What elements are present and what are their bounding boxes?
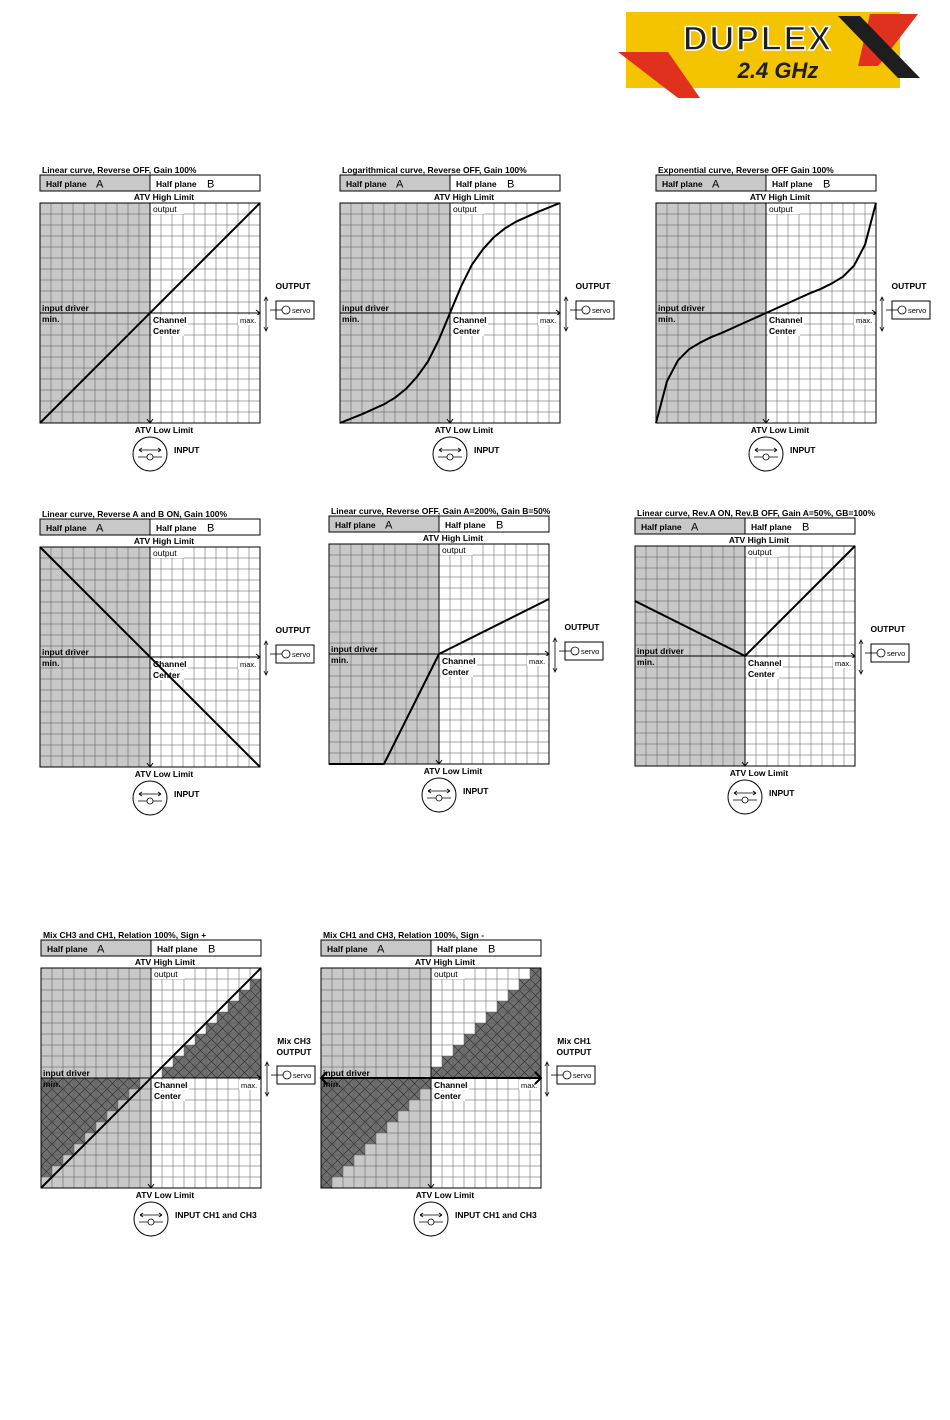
servo-travel-arrow [264, 297, 268, 331]
input-driver-label: input driver [42, 303, 89, 313]
output-axis-label: output [434, 969, 458, 979]
servo-travel-arrow [880, 297, 884, 331]
half-plane-a-letter: A [691, 521, 699, 534]
servo-label: servo [887, 649, 906, 658]
input-label: INPUT CH1 and CH3 [455, 1210, 537, 1220]
half-plane-a-label: Half plane [662, 179, 703, 189]
stick-knob [148, 1219, 154, 1225]
input-stick-icon [749, 437, 783, 471]
channel-label: Channel [769, 315, 803, 325]
servo-travel-arrow [553, 638, 557, 672]
servo-label: servo [293, 1071, 312, 1080]
output-axis-label: output [769, 204, 793, 214]
servo-label: servo [908, 306, 927, 315]
half-plane-b-letter: B [823, 178, 831, 191]
stick-knob [447, 454, 453, 460]
min-label: min. [342, 314, 360, 324]
output-label: OUTPUT [275, 281, 311, 291]
min-label: min. [42, 314, 60, 324]
stick-knob [147, 454, 153, 460]
atv-low-limit-label: ATV Low Limit [134, 769, 194, 779]
min-label: min. [323, 1079, 341, 1089]
input-stick-icon [433, 437, 467, 471]
atv-high-limit-label: ATV High Limit [749, 192, 811, 202]
center-label: Center [153, 326, 180, 336]
channel-label: Channel [748, 658, 782, 668]
center-label: Center [748, 669, 775, 679]
center-label: Center [153, 670, 180, 680]
atv-high-limit-label: ATV High Limit [134, 957, 196, 967]
servo-horn [582, 306, 590, 314]
input-label: INPUT [463, 786, 489, 796]
stick-knob [742, 797, 748, 803]
input-label: INPUT [790, 445, 816, 455]
half-plane-b-label: Half plane [456, 179, 497, 189]
half-plane-a-letter: A [96, 522, 104, 535]
servo-horn [563, 1071, 571, 1079]
atv-low-limit-label: ATV Low Limit [423, 766, 483, 776]
max-label: max. [240, 316, 257, 325]
servo-icon [570, 301, 614, 319]
input-driver-label: input driver [323, 1068, 370, 1078]
servo-horn [898, 306, 906, 314]
output-axis-label: output [153, 548, 177, 558]
diagram-panel-8 [321, 930, 595, 1236]
input-driver-label: input driver [658, 303, 705, 313]
input-label: INPUT CH1 and CH3 [175, 1210, 257, 1220]
max-label: max. [540, 316, 557, 325]
half-plane-a-label: Half plane [346, 179, 387, 189]
output-label: OUTPUT [575, 281, 611, 291]
half-plane-b-letter: B [207, 178, 215, 191]
center-label: Center [434, 1091, 461, 1101]
stick-knob [428, 1219, 434, 1225]
half-plane-b-label: Half plane [157, 944, 198, 954]
half-plane-a-letter: A [96, 178, 104, 191]
atv-low-limit-label: ATV Low Limit [434, 425, 494, 435]
atv-low-limit-label: ATV Low Limit [135, 1190, 195, 1200]
diagram-title: Linear curve, Reverse OFF, Gain 100% [42, 165, 197, 175]
input-driver-label: input driver [43, 1068, 90, 1078]
input-label: INPUT [174, 789, 200, 799]
input-stick-icon [134, 1202, 168, 1236]
max-label: max. [529, 657, 546, 666]
input-label: INPUT [174, 445, 200, 455]
output-axis-label: output [153, 204, 177, 214]
half-plane-a-label: Half plane [335, 520, 376, 530]
input-label: INPUT [769, 788, 795, 798]
input-driver-label: input driver [342, 303, 389, 313]
servo-icon [559, 642, 603, 660]
atv-high-limit-label: ATV High Limit [133, 192, 195, 202]
servo-travel-arrow [265, 1062, 269, 1096]
output-axis-label: output [453, 204, 477, 214]
half-plane-b-label: Half plane [156, 523, 197, 533]
servo-travel-arrow [264, 641, 268, 675]
servo-label: servo [573, 1071, 592, 1080]
half-plane-a-label: Half plane [46, 179, 87, 189]
diagram-title: Mix CH1 and CH3, Relation 100%, Sign - [323, 930, 485, 940]
center-label: Center [442, 667, 469, 677]
servo-label: servo [592, 306, 611, 315]
atv-low-limit-label: ATV Low Limit [750, 425, 810, 435]
atv-low-limit-label: ATV Low Limit [415, 1190, 475, 1200]
half-plane-a-label: Half plane [641, 522, 682, 532]
input-stick-icon [728, 780, 762, 814]
center-label: Center [453, 326, 480, 336]
half-plane-b-letter: B [496, 519, 504, 532]
half-plane-b-letter: B [488, 943, 496, 956]
input-driver-label: input driver [637, 646, 684, 656]
half-plane-a-label: Half plane [46, 523, 87, 533]
atv-low-limit-label: ATV Low Limit [134, 425, 194, 435]
diagram-title: Linear curve, Reverse OFF, Gain A=200%, Gain B=50% [331, 506, 551, 516]
atv-high-limit-label: ATV High Limit [433, 192, 495, 202]
servo-horn [877, 649, 885, 657]
input-driver-label: input driver [331, 644, 378, 654]
diagram-panel-3 [656, 165, 930, 471]
servo-horn [571, 647, 579, 655]
min-label: min. [658, 314, 676, 324]
stick-knob [763, 454, 769, 460]
diagram-panel-2 [340, 165, 614, 471]
channel-label: Channel [154, 1080, 188, 1090]
half-plane-a-label: Half plane [47, 944, 88, 954]
half-plane-a-letter: A [97, 943, 105, 956]
diagram-panel-5 [329, 506, 603, 812]
half-plane-b-label: Half plane [437, 944, 478, 954]
stick-knob [147, 798, 153, 804]
max-label: max. [240, 660, 257, 669]
half-plane-b-label: Half plane [445, 520, 486, 530]
servo-travel-arrow [564, 297, 568, 331]
diagram-panel-4 [40, 509, 314, 815]
servo-horn [282, 306, 290, 314]
half-plane-b-letter: B [208, 943, 216, 956]
atv-high-limit-label: ATV High Limit [728, 535, 790, 545]
input-stick-icon [414, 1202, 448, 1236]
center-label: Center [154, 1091, 181, 1101]
half-plane-b-label: Half plane [751, 522, 792, 532]
diagram-title: Linear curve, Reverse A and B ON, Gain 100% [42, 509, 228, 519]
input-stick-icon [133, 437, 167, 471]
min-label: min. [43, 1079, 61, 1089]
half-plane-a-label: Half plane [327, 944, 368, 954]
max-label: max. [856, 316, 873, 325]
logo-word: DUPLEX [683, 20, 833, 58]
servo-label: servo [292, 306, 311, 315]
servo-travel-arrow [859, 640, 863, 674]
diagram-title: Mix CH3 and CH1, Relation 100%, Sign + [43, 930, 207, 940]
atv-high-limit-label: ATV High Limit [422, 533, 484, 543]
half-plane-b-letter: B [207, 522, 215, 535]
channel-label: Channel [153, 315, 187, 325]
diagram-title: Logarithmical curve, Reverse OFF, Gain 100% [342, 165, 527, 175]
servo-label: servo [292, 650, 311, 659]
servo-horn [282, 650, 290, 658]
output-axis-label: output [442, 545, 466, 555]
output-label: OUTPUT [275, 625, 311, 635]
servo-icon [270, 301, 314, 319]
channel-label: Channel [153, 659, 187, 669]
half-plane-a-letter: A [712, 178, 720, 191]
center-label: Center [769, 326, 796, 336]
half-plane-b-letter: B [507, 178, 515, 191]
channel-label: Channel [453, 315, 487, 325]
output-axis-label: output [154, 969, 178, 979]
servo-icon [271, 1066, 315, 1084]
servo-label: servo [581, 647, 600, 656]
output-label-line1: Mix CH1 [557, 1036, 591, 1046]
half-plane-a-letter: A [377, 943, 385, 956]
half-plane-b-letter: B [802, 521, 810, 534]
channel-label: Channel [434, 1080, 468, 1090]
input-stick-icon [133, 781, 167, 815]
min-label: min. [637, 657, 655, 667]
input-driver-label: input driver [42, 647, 89, 657]
servo-icon [865, 644, 909, 662]
diagram-panel-6 [635, 508, 909, 814]
servo-icon [551, 1066, 595, 1084]
output-label: OUTPUT [870, 624, 906, 634]
atv-high-limit-label: ATV High Limit [133, 536, 195, 546]
input-stick-icon [422, 778, 456, 812]
half-plane-a-letter: A [396, 178, 404, 191]
max-label: max. [835, 659, 852, 668]
diagram-panel-1 [40, 165, 314, 471]
output-axis-label: output [748, 547, 772, 557]
stick-knob [436, 795, 442, 801]
output-label: OUTPUT [891, 281, 927, 291]
half-plane-a-letter: A [385, 519, 393, 532]
logo-band: 2.4 GHz [737, 58, 819, 83]
min-label: min. [331, 655, 349, 665]
output-label: OUTPUT [564, 622, 600, 632]
half-plane-b-label: Half plane [156, 179, 197, 189]
min-label: min. [42, 658, 60, 668]
servo-horn [283, 1071, 291, 1079]
output-label-line2: OUTPUT [276, 1047, 312, 1057]
channel-label: Channel [442, 656, 476, 666]
diagram-title: Exponential curve, Reverse OFF Gain 100% [658, 165, 834, 175]
max-label: max. [241, 1081, 258, 1090]
max-label: max. [521, 1081, 538, 1090]
servo-icon [886, 301, 930, 319]
servo-icon [270, 645, 314, 663]
input-label: INPUT [474, 445, 500, 455]
diagram-title: Linear curve, Rev.A ON, Rev.B OFF, Gain A=50%, GB=100% [637, 508, 876, 518]
atv-high-limit-label: ATV High Limit [414, 957, 476, 967]
atv-low-limit-label: ATV Low Limit [729, 768, 789, 778]
diagram-panel-7 [41, 930, 315, 1236]
output-label-line2: OUTPUT [556, 1047, 592, 1057]
half-plane-b-label: Half plane [772, 179, 813, 189]
servo-travel-arrow [545, 1062, 549, 1096]
output-label-line1: Mix CH3 [277, 1036, 311, 1046]
